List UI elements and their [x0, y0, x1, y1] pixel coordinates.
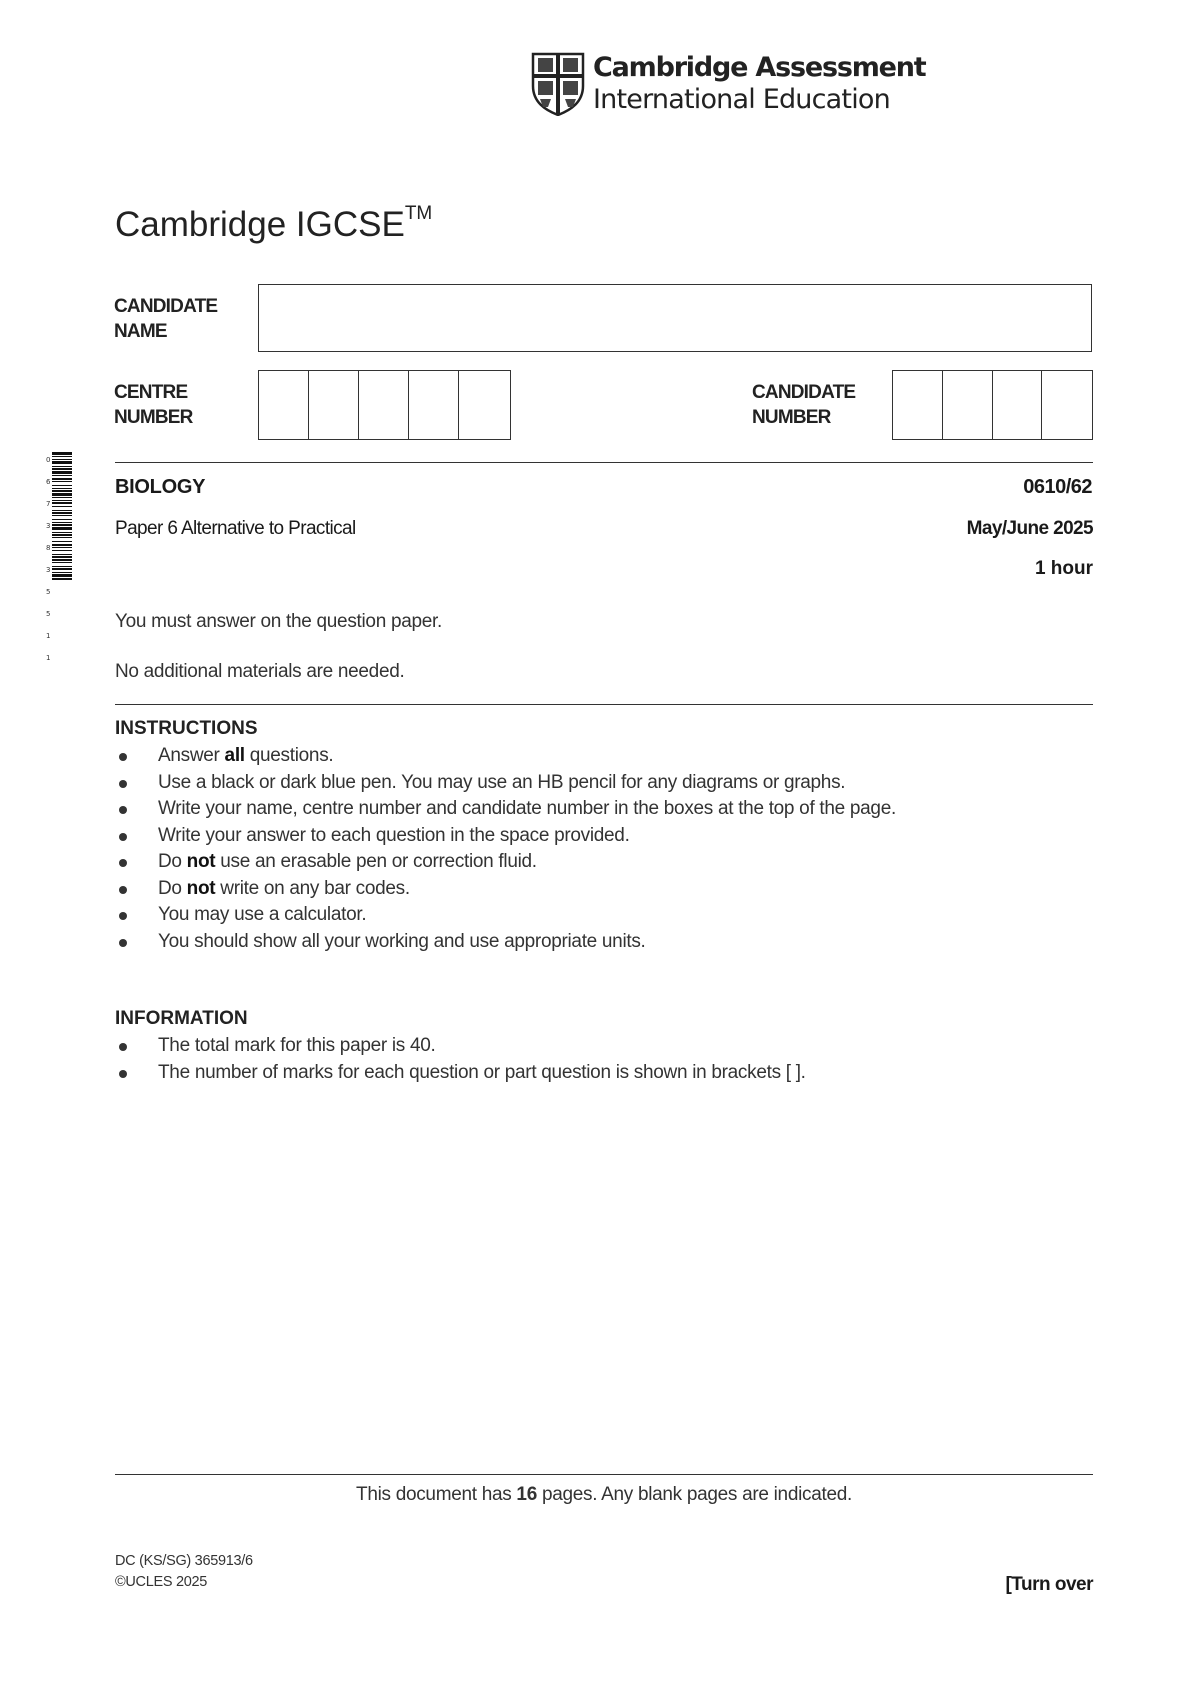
- barcode-bar: [52, 466, 72, 467]
- barcode-bar: [52, 574, 72, 577]
- information-item: The total mark for this paper is 40.: [115, 1033, 806, 1060]
- instruction-item: Write your answer to each question in the space provided.: [115, 823, 896, 850]
- answer-note: You must answer on the question paper.: [115, 611, 442, 632]
- barcode-digit: 3: [46, 522, 51, 530]
- barcode-digit: 3: [46, 566, 51, 574]
- barcode-bar: [52, 452, 72, 455]
- barcode-bar: [52, 534, 72, 536]
- barcode-digit: 8: [46, 544, 51, 552]
- centre-number-digit-box[interactable]: [309, 371, 359, 439]
- instructions-list: [115, 743, 896, 955]
- barcode-digit: 7: [46, 500, 51, 508]
- barcode: [46, 452, 72, 684]
- syllabus-code: 0610/62: [1023, 476, 1092, 498]
- centre-number-label: [114, 380, 193, 430]
- page-count: 16: [516, 1484, 537, 1505]
- barcode-bar: [52, 554, 72, 555]
- instruction-item: Do not write on any bar codes.: [115, 876, 896, 903]
- barcode-bar: [52, 500, 72, 501]
- candidate-name-label-line-1: CANDIDATE: [114, 296, 218, 317]
- qualification-name: Cambridge IGCSE: [115, 205, 405, 244]
- page-count-note: This document has 16 pages. Any blank pages are indicated.: [356, 1484, 852, 1505]
- candidate-number-label-line-1: CANDIDATE: [752, 382, 856, 403]
- exam-session: May/June 2025: [966, 518, 1093, 539]
- barcode-bar: [52, 537, 72, 538]
- barcode-bar: [52, 493, 72, 496]
- barcode-bar: [52, 562, 72, 563]
- barcode-bar: [52, 490, 72, 492]
- centre-number-digit-box[interactable]: [459, 371, 509, 439]
- logo-line-2: International Education: [593, 84, 890, 115]
- barcode-bar: [52, 522, 72, 523]
- barcode-bar: [52, 471, 72, 474]
- divider: [115, 704, 1093, 705]
- centre-number-digit-box[interactable]: [359, 371, 409, 439]
- centre-number-label-line-1: CENTRE: [114, 382, 188, 403]
- barcode-digit: 1: [46, 632, 51, 640]
- centre-number-label-line-2: NUMBER: [114, 407, 193, 428]
- barcode-bar: [52, 497, 72, 498]
- barcode-digit: 1: [46, 654, 51, 662]
- centre-number-boxes[interactable]: [258, 370, 511, 440]
- instruction-item: Answer all questions.: [115, 743, 896, 770]
- barcode-bar: [52, 502, 72, 504]
- qualification-title: [115, 205, 432, 245]
- barcode-bar: [52, 532, 72, 533]
- instruction-item: Do not use an erasable pen or correction fluid.: [115, 849, 896, 876]
- barcode-bar: [52, 475, 72, 476]
- barcode-bar: [52, 459, 72, 460]
- barcode-bar: [52, 488, 72, 489]
- barcode-bar: [52, 547, 72, 548]
- barcode-bar: [52, 544, 72, 546]
- centre-number-digit-box[interactable]: [409, 371, 459, 439]
- barcode-bar: [52, 568, 72, 570]
- cambridge-logo: [531, 52, 926, 116]
- barcode-bar: [52, 515, 72, 516]
- candidate-number-label-line-2: NUMBER: [752, 407, 831, 428]
- barcode-bar: [52, 478, 72, 480]
- candidate-name-field[interactable]: [258, 284, 1092, 352]
- candidate-number-digit-box[interactable]: [993, 371, 1043, 439]
- barcode-bar: [52, 519, 72, 520]
- subject-title: BIOLOGY: [115, 476, 206, 498]
- barcode-bar: [52, 550, 72, 551]
- barcode-bar: [52, 566, 72, 567]
- exam-duration: 1 hour: [1034, 558, 1093, 579]
- instruction-item: You should show all your working and use appropriate units.: [115, 929, 896, 956]
- barcode-bar: [52, 527, 72, 530]
- barcode-digit: 0: [46, 456, 51, 464]
- trademark: TM: [404, 203, 433, 225]
- divider: [115, 1474, 1093, 1475]
- logo-line-1: Cambridge Assessment: [593, 52, 926, 83]
- barcode-digit: 5: [46, 610, 51, 618]
- barcode-bar: [52, 541, 72, 542]
- barcode-bar: [52, 456, 72, 457]
- barcode-bar: [52, 578, 72, 580]
- barcode-bar: [52, 485, 72, 486]
- cambridge-shield-crest-icon: [531, 52, 585, 116]
- divider: [115, 462, 1093, 463]
- materials-note: No additional materials are needed.: [115, 661, 405, 682]
- candidate-number-boxes[interactable]: [892, 370, 1093, 440]
- centre-number-digit-box[interactable]: [259, 371, 309, 439]
- barcode-bar: [52, 556, 72, 558]
- candidate-name-label-line-2: NAME: [114, 321, 167, 342]
- candidate-number-digit-box[interactable]: [943, 371, 993, 439]
- information-item: The number of marks for each question or part question is shown in brackets [ ].: [115, 1060, 806, 1087]
- information-list: [115, 1033, 806, 1086]
- paper-title: Paper 6 Alternative to Practical: [115, 518, 356, 539]
- barcode-bar: [52, 524, 72, 526]
- barcode-bar: [52, 506, 72, 507]
- barcode-bar: [52, 559, 72, 561]
- instruction-item: Write your name, centre number and candidate number in the boxes at the top of the page.: [115, 796, 896, 823]
- barcode-bar: [52, 468, 72, 470]
- barcode-digit: 5: [46, 588, 51, 596]
- barcode-bar: [52, 461, 72, 464]
- instruction-item: You may use a calculator.: [115, 902, 896, 929]
- barcode-digit: 6: [46, 478, 51, 486]
- instructions-heading: INSTRUCTIONS: [115, 718, 258, 739]
- barcode-bar: [52, 481, 72, 482]
- candidate-number-label: [752, 380, 855, 430]
- barcode-bar: [52, 510, 72, 511]
- instruction-item: Use a black or dark blue pen. You may use an HB pencil for any diagrams or graphs.: [115, 770, 896, 797]
- candidate-name-label: [114, 294, 217, 344]
- candidate-number-digit-box[interactable]: [1042, 371, 1092, 439]
- candidate-number-digit-box[interactable]: [893, 371, 943, 439]
- turn-over: [Turn over: [1005, 1574, 1093, 1595]
- document-reference: DC (KS/SG) 365913/6: [115, 1553, 253, 1569]
- barcode-bar: [52, 512, 72, 514]
- information-heading: INFORMATION: [115, 1008, 248, 1029]
- barcode-bar: [52, 572, 72, 573]
- copyright: ©UCLES 2025: [115, 1574, 208, 1590]
